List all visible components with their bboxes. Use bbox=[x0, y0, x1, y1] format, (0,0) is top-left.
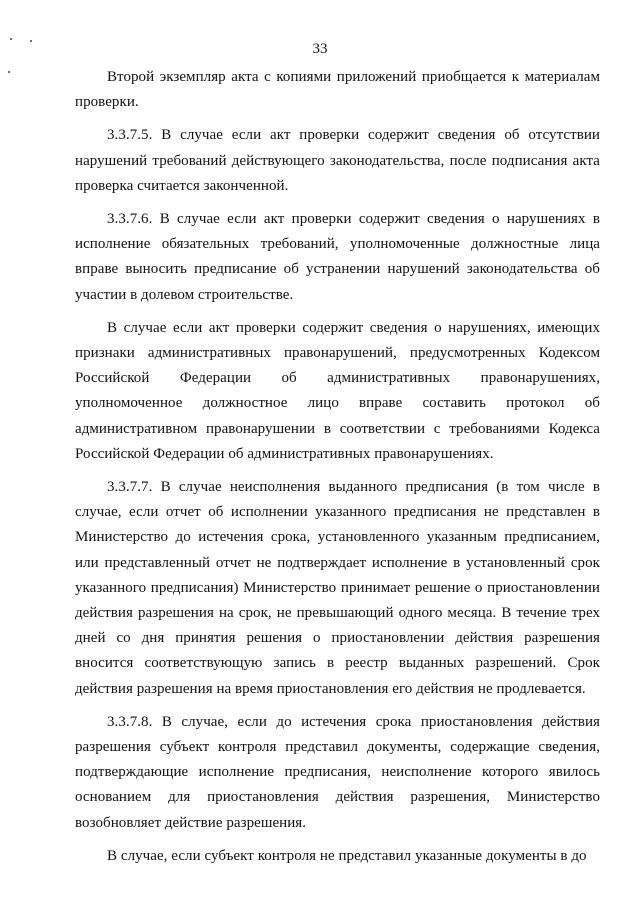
page-number: 33 bbox=[312, 41, 328, 57]
paragraph: 3.3.7.7. В случае неисполнения выданного предписания (в том числе в случае, если отчет об исполнении указанного предписания не представлен в Министерство до истечения срока, установленного указанным предписанием, или представленный отчет не подтверждает исполнение в установленный срок указанного предписания) Министерство принимает решение о приостановлении действия разрешения на срок, не превышающий одного месяца. В течение трех дней со дня принятия решения о приостановлении действия разрешения вносится соответствующую запись в реестр выданных разрешений. Срок действия разрешения на время приостановления его действия не продлевается. bbox=[75, 479, 600, 697]
document-body bbox=[75, 65, 600, 877]
scan-speck bbox=[8, 71, 10, 73]
paragraph: В случае, если субъект контроля не представил указанные документы в до bbox=[107, 847, 587, 864]
paragraph: 3.3.7.6. В случае если акт проверки содержит сведения о нарушениях в исполнение обязательных требований, уполномоченные должностные лица вправе выносить предписание об устранении нарушений законодательства об участии в долевом строительстве. bbox=[75, 211, 600, 303]
paragraph: В случае если акт проверки содержит сведения о нарушениях, имеющих признаки административных правонарушений, предусмотренных Кодексом Российской Федерации об административных правонарушениях, уполномоченное должностное лицо вправе составить протокол об административном правонарушении в соответствии с требованиями Кодекса Российской Федерации об административных правонарушениях. bbox=[75, 319, 600, 462]
paragraph: 3.3.7.5. В случае если акт проверки содержит сведения об отсутствии нарушений требований действующего законодательства, после подписания акта проверка считается законченной. bbox=[75, 127, 600, 194]
paragraph: 3.3.7.8. В случае, если до истечения срока приостановления действия разрешения субъект контроля представил документы, содержащие сведения, подтверждающие исполнение предписания, неисполнение которого явилось основанием для приостановления действия разрешения, Министерство возобновляет действие разрешения. bbox=[75, 713, 600, 831]
paragraph: Второй экземпляр акта с копиями приложений приобщается к материалам проверки. bbox=[75, 69, 600, 111]
